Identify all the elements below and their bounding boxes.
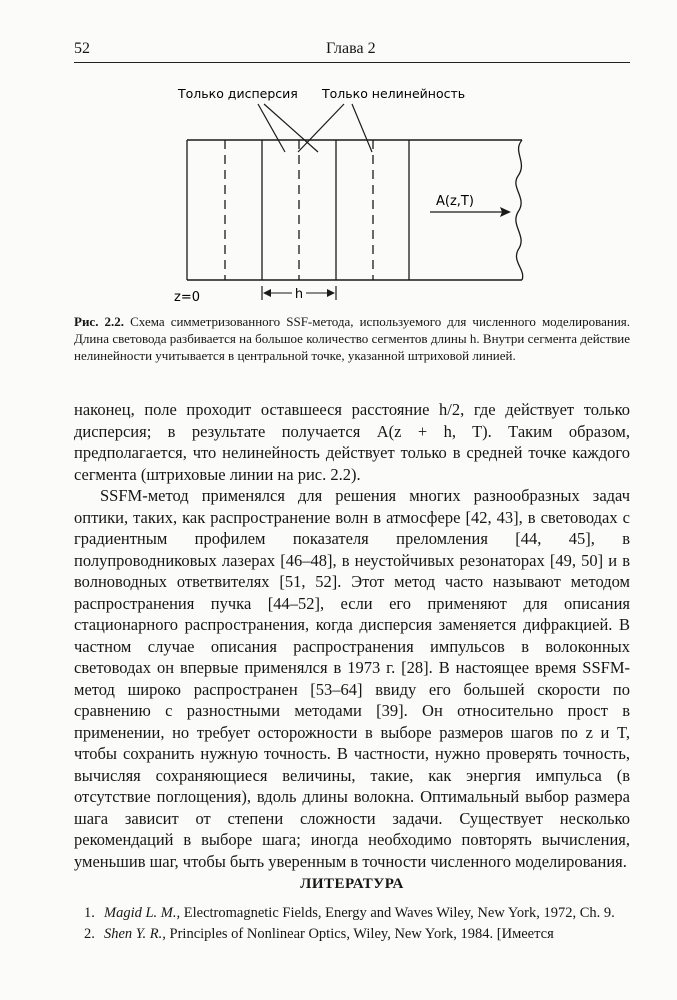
label-nonlinearity-only: Только нелинейность bbox=[322, 86, 466, 101]
reference-author: Magid L. M., bbox=[104, 905, 181, 921]
references-heading: ЛИТЕРАТУРА bbox=[300, 876, 404, 892]
paragraph-2: SSFM-метод применялся для решения многих разнообразных задач оптики, таких, как распространение волн в атмосфере [42, 43], в световодах с градиентным профилем показателя преломления [44, 45], в полупроводниковых лазерах [46–48], в неустойчивых резонаторах [49, 50] и в волноводных ответвителях [51, 52]. Этот метод часто называют методом распространения пучка [44–52], если его применяют для описания стационарного распространения, когда дисперсия заменяется дифракцией. В частном случае описания распространения импульсов в волоконных световодах он впервые применялся в 1973 г. [28]. В настоящее время SSFM-метод широко распространен [53–64] ввиду его большей скорости по сравнению с разностными методами [39]. Он относительно прост в применении, но требует осторожности в выборе размеров шагов по z и T, чтобы сохранить нужную точность. В частности, нужно проверять точность, вычисляя сохраняющиеся величины, такие, как энергия импульса (в отсутствие поглощения), вдоль длины волокна. Оптимальный выбор размера шага зависит от степени сложности задачи. Существует несколько рекомендаций в выборе шага; иногда необходимо повторять вычисления, уменьшив шаг, чтобы быть уверенным в точности численного моделирования. bbox=[74, 486, 630, 871]
chapter-title: Глава 2 bbox=[326, 40, 376, 57]
references-list bbox=[74, 904, 630, 945]
figure-caption bbox=[74, 313, 630, 364]
caption-label: Рис. 2.2. bbox=[74, 314, 125, 329]
reference-text: Principles of Nonlinear Optics, Wiley, New York, 1984. [Имеется bbox=[165, 925, 554, 942]
fiber-outline bbox=[187, 140, 523, 280]
main-text bbox=[74, 399, 630, 872]
step-size-indicator bbox=[262, 286, 336, 302]
pointer-lines bbox=[258, 104, 372, 152]
caption-text: Схема симметризованного SSF-метода, используемого для численного моделирования. Длина световода разбивается на большое количество сегментов длины h. Внутри сегмента действие нелинейности учитывается в центральной точке, указанной штриховой линией. bbox=[74, 314, 631, 363]
nonlinearity-midlines bbox=[225, 140, 373, 280]
z-zero-label: z=0 bbox=[174, 290, 200, 305]
segment-boundaries bbox=[187, 140, 409, 280]
page-number: 52 bbox=[74, 40, 90, 57]
reference-item bbox=[74, 925, 630, 944]
reference-number: 1. bbox=[84, 905, 95, 921]
reference-number: 2. bbox=[84, 925, 95, 942]
figure-ssf-scheme bbox=[0, 0, 677, 320]
field-label: A(z,T) bbox=[436, 194, 474, 209]
label-dispersion-only: Только дисперсия bbox=[178, 86, 298, 101]
reference-text: Electromagnetic Fields, Energy and Waves Wiley, New York, 1972, Ch. 9. bbox=[180, 905, 615, 921]
paragraph-1: наконец, поле проходит оставшееся расстояние h/2, где действует только дисперсия; в результате получается A(z + h, T). Таким образом, предполагается, что нелинейность действует только в средней точке каждого сегмента (штриховые линии на рис. 2.2). bbox=[74, 400, 630, 484]
reference-author: Shen Y. R., bbox=[104, 925, 166, 942]
reference-item bbox=[74, 904, 630, 923]
h-label: h bbox=[294, 287, 304, 302]
